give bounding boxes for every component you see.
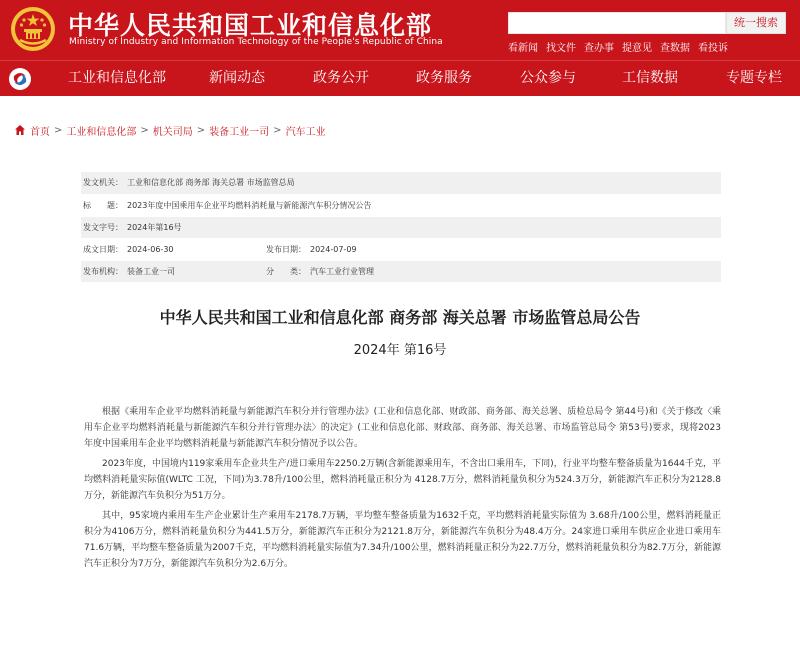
- breadcrumb-auto-industry[interactable]: 汽车工业: [285, 126, 326, 138]
- site-title[interactable]: 中华人民共和国工业和信息化部: [68, 11, 433, 40]
- article-body: [84, 404, 721, 576]
- breadcrumb-separator: >: [140, 124, 149, 136]
- nav-item-data[interactable]: 工信数据: [622, 70, 678, 86]
- breadcrumb-separator: >: [273, 124, 282, 136]
- breadcrumb-departments[interactable]: 机关司局: [152, 126, 193, 138]
- issuer-value: 工业和信息化部 商务部 海关总署 市场监管总局: [127, 172, 721, 194]
- docnum-label: 发文字号：: [81, 216, 127, 238]
- breadcrumb-separator: >: [196, 124, 206, 136]
- nav-item-public-affairs[interactable]: 政务公开: [313, 70, 369, 86]
- site-subtitle: Ministry of Industry and Information Technology of the People's Republic of China: [69, 37, 443, 47]
- published-value: 2024-07-09: [310, 244, 357, 254]
- site-header: [0, 0, 800, 60]
- breadcrumb-home[interactable]: 首页: [30, 126, 50, 138]
- article-title: 中华人民共和国工业和信息化部 商务部 海关总署 市场监管总局公告: [159, 308, 641, 327]
- article-paragraph: 根据《乘用车企业平均燃料消耗量与新能源汽车积分并行管理办法》(工业和信息化部、财政部、商务部、海关总署、质检总局令 第44号)和《关于修改〈乘用车企业平均燃料消耗量与新能源汽车积分并行管理办法〉的决定》(工业和信息化部、财政部、商务部、海关总署、市场监管总局令 第53号)要求，现将2023年度中国乘用车企业平均燃料消耗量与新能源汽车积分情况予以公告。: [84, 407, 721, 449]
- title-label: 标 题：: [83, 200, 123, 210]
- document-info-table: [81, 172, 721, 283]
- article-paragraph: 其中，95家境内乘用车生产企业累计生产乘用车2178.7万辆，平均整车整备质量为1632千克，平均燃料消耗量实际值为 3.68升/100公里，燃料消耗量正积分为4106万分，燃料消耗量负积分为441.5万分，新能源汽车正积分为2121.8万分，新能源汽车负积分为48.4万分。24家进口乘用车供应企业进口乘用车71.6万辆，平均整车整备质量为2007千克，平均燃料消耗量实际值为7.34升/100公里，燃料消耗量正积分为22.7万分，燃料消耗量负积分为82.7万分，新能源汽车正积分为7万分，新能源汽车负积分为2.6万分。: [84, 511, 721, 569]
- category-value: 汽车工业行业管理: [310, 260, 721, 282]
- quick-link-files[interactable]: 找文件: [546, 43, 576, 54]
- quick-link-news[interactable]: 看新闻: [508, 43, 538, 54]
- national-emblem-icon[interactable]: [10, 6, 56, 52]
- nav-item-participation[interactable]: 公众参与: [520, 70, 576, 86]
- search-button[interactable]: 统一搜索: [726, 12, 786, 34]
- breadcrumb-separator: >: [54, 124, 63, 136]
- quick-link-data[interactable]: 查数据: [660, 43, 690, 54]
- home-icon: [14, 124, 26, 136]
- info-row-issuer: [81, 172, 721, 194]
- issuer-label: 发文机关：: [81, 172, 127, 194]
- nav-item-miit[interactable]: 工业和信息化部: [68, 70, 166, 86]
- quick-link-feedback[interactable]: 提意见: [622, 43, 652, 54]
- title-value: 2023年度中国乘用车企业平均燃料消耗量与新能源汽车积分情况公告: [127, 200, 372, 210]
- main-nav: [0, 60, 800, 96]
- nav-item-topics[interactable]: 专题专栏: [726, 70, 782, 86]
- article-paragraph: 2023年度，中国境内119家乘用车企业共生产/进口乘用车2250.2万辆(含新能源乘用车，不含出口乘用车，下同)，行业平均整车整备质量为1644千克，平均燃料消耗量实际值(WLTC 工况，下同)为3.78升/100公里，燃料消耗量正积分为 4128.7万分，燃料消耗量负积分为524.3万分，新能源汽车正积分为2128.8万分，新能源汽车负积分为51万分。: [84, 459, 721, 501]
- category-label: 分 类：: [264, 260, 310, 282]
- quick-links: [508, 39, 798, 53]
- quick-link-complaints[interactable]: 看投诉: [698, 43, 728, 54]
- nav-item-news[interactable]: 新闻动态: [209, 70, 265, 86]
- info-row-title: [81, 194, 721, 216]
- breadcrumb: [14, 122, 326, 138]
- miit-logo-icon[interactable]: [8, 67, 32, 91]
- nav-item-gov-services[interactable]: 政务服务: [416, 70, 472, 86]
- publisher-value: 装备工业一司: [127, 260, 264, 282]
- docnum-value: 2024年第16号: [127, 216, 721, 238]
- breadcrumb-equipment-dept[interactable]: 装备工业一司: [209, 126, 270, 138]
- publisher-label: 发布机构：: [81, 260, 127, 282]
- article-subtitle: 2024年 第16号: [353, 343, 447, 358]
- breadcrumb-miit[interactable]: 工业和信息化部: [66, 126, 137, 138]
- published-label: 发布日期：: [266, 244, 306, 254]
- created-value: 2024-06-30: [127, 244, 174, 254]
- info-row-dates: [81, 238, 721, 260]
- quick-link-services[interactable]: 查办事: [584, 43, 614, 54]
- info-row-publisher: [81, 260, 721, 282]
- created-label: 成文日期：: [83, 244, 123, 254]
- info-row-docnum: [81, 216, 721, 238]
- search-input[interactable]: [508, 12, 726, 34]
